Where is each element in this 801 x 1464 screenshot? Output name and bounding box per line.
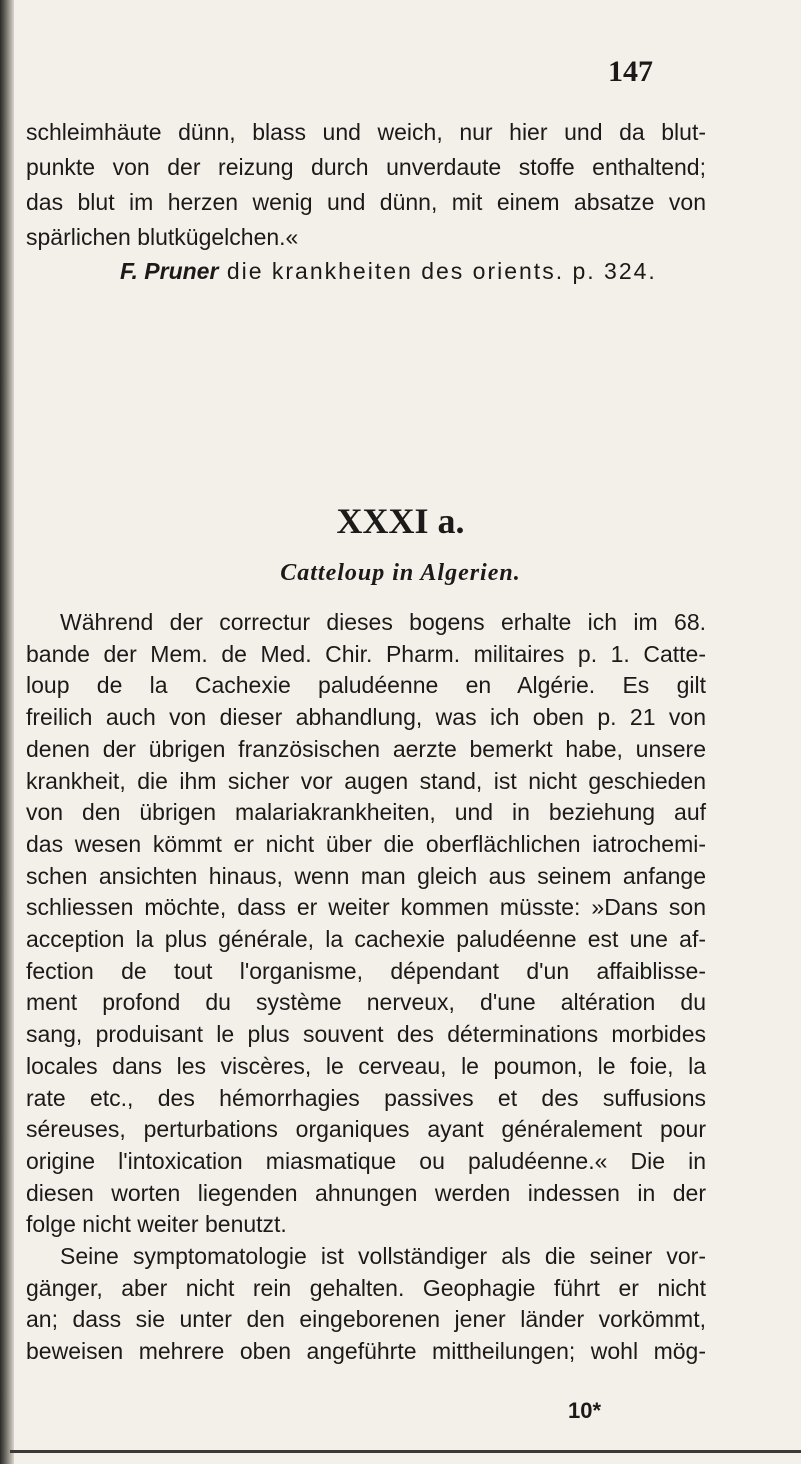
body-line: folge nicht weiter benutzt. <box>26 1211 287 1238</box>
signature-mark: 10* <box>568 1398 602 1423</box>
body-line: loup de la Cachexie paludéenne en Algérie. Es gilt <box>26 672 706 699</box>
body-line: locales dans les viscères, le cerveau, le poumon, le foie, la <box>26 1052 706 1079</box>
citation-author: F. Pruner <box>120 258 219 284</box>
body-line: Seine symptomatologie ist vollständiger als die seiner vor- <box>60 1243 706 1269</box>
body-line: das wesen kömmt er nicht über die oberflächlichen iatrochemi- <box>26 830 706 857</box>
body-line: krankheit, die ihm sicher vor augen stand, ist nicht geschieden <box>26 767 706 794</box>
body-line: schliessen möchte, dass er weiter kommen müsste: »Dans son <box>26 894 706 921</box>
body-line: diesen worten liegenden ahnungen werden indessen in der <box>26 1179 706 1206</box>
quote-line: das blut im herzen wenig und dünn, mit einem absatze von <box>26 189 706 215</box>
body-line: beweisen mehrere oben angeführte mittheilungen; wohl mög- <box>26 1338 706 1365</box>
body-line: acception la plus générale, la cachexie paludéenne est une af- <box>26 926 706 952</box>
page-binding-edge <box>0 0 14 1464</box>
page-number: 147 <box>608 55 653 88</box>
body-line: ment profond du système nerveux, d'une altération du <box>26 989 706 1016</box>
citation-work: die krankheiten des orients. p. 324. <box>226 258 657 284</box>
body-line: Während der correctur dieses bogens erhalte ich im 68. <box>60 609 706 635</box>
quote-line: spärlichen blutkügelchen.« <box>26 224 299 250</box>
citation <box>120 258 657 285</box>
body-line: freilich auch von dieser abhandlung, was ich oben p. 21 von <box>26 704 706 731</box>
section-title: Catteloup in Algerien. <box>280 560 521 586</box>
section-number: XXXI a. <box>336 501 465 541</box>
body-line: séreuses, perturbations organiques ayant généralement pour <box>26 1116 706 1143</box>
body-line: denen der übrigen französischen aerzte bemerkt habe, unsere <box>26 735 706 762</box>
body-line: sang, produisant le plus souvent des déterminations morbides <box>26 1021 706 1048</box>
body-line: origine l'intoxication miasmatique ou paludéenne.« Die in <box>26 1147 706 1174</box>
body-line: von den übrigen malariakrankheiten, und in beziehung auf <box>26 799 706 826</box>
body-line: bande der Mem. de Med. Chir. Pharm. militaires p. 1. Catte- <box>26 640 706 667</box>
body-line: schen ansichten hinaus, wenn man gleich aus seinem anfange <box>26 862 706 889</box>
body-line: an; dass sie unter den eingeborenen jener länder vorkömmt, <box>26 1306 706 1333</box>
body-line: gänger, aber nicht rein gehalten. Geophagie führt er nicht <box>26 1274 706 1301</box>
body-line: rate etc., des hémorrhagies passives et des suffusions <box>26 1084 706 1111</box>
quote-line: punkte von der reizung durch unverdaute stoffe enthaltend; <box>26 154 706 180</box>
quote-line: schleimhäute dünn, blass und weich, nur hier und da blut- <box>26 119 706 145</box>
body-line: fection de tout l'organisme, dépendant d'un affaiblisse- <box>26 957 706 984</box>
bottom-rule <box>10 1450 801 1453</box>
